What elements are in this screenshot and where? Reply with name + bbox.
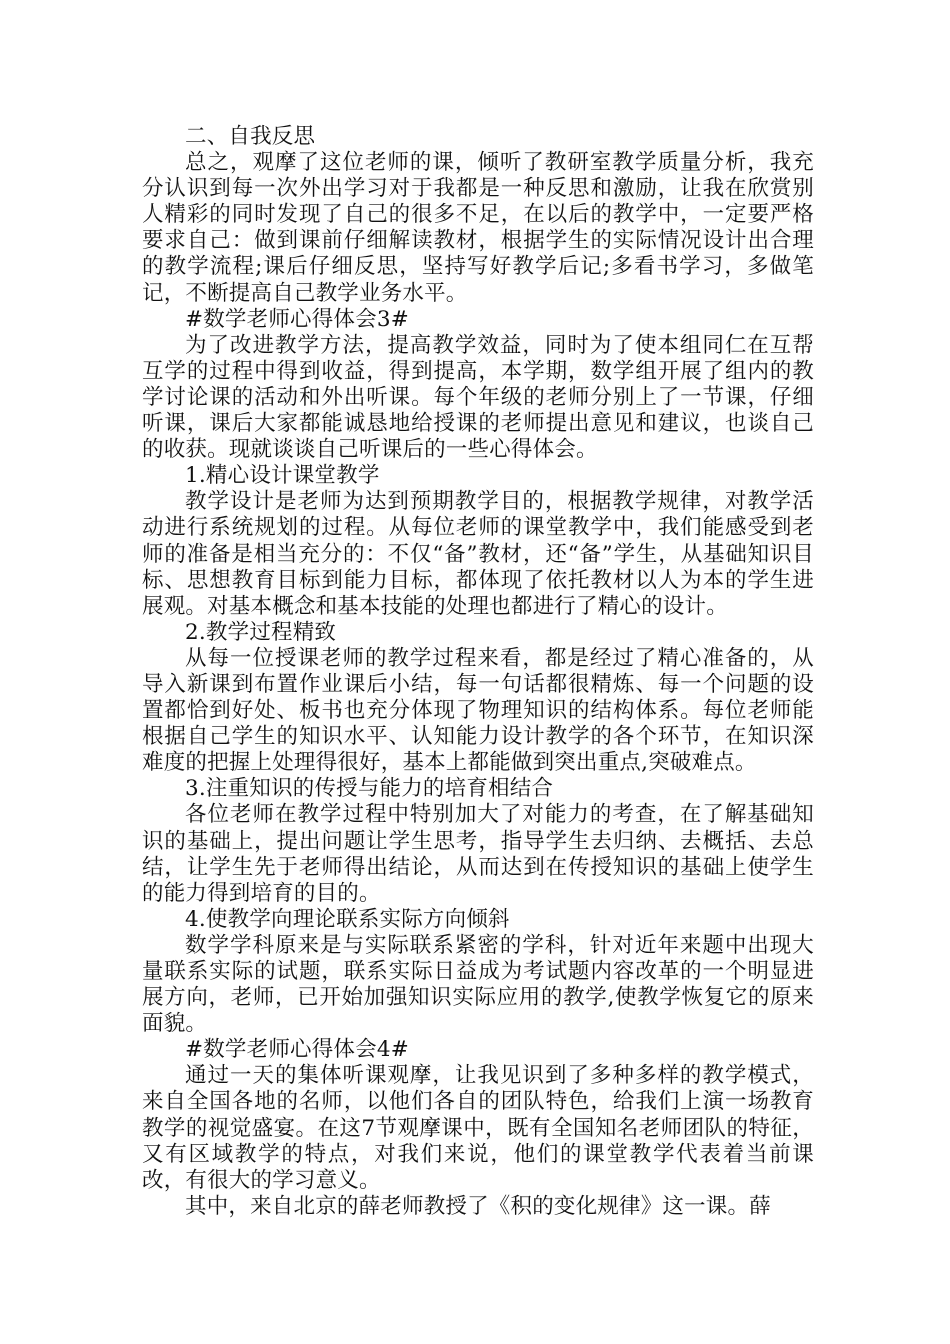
subheading-lesson-design: 1.精心设计课堂教学 <box>185 463 380 489</box>
paragraph-teaching-process: 从每一位授课老师的教学过程来看，都是经过了精心准备的，从导入新课到布置作业课后小结，每一句话都很精炼、每一个问题的设置都恰到好处、板书也充分体现了物理知识的结构体系。每位老师能根据自己学生的知识水平、认知能力设计教学的各个环节，在知识深难度的把握上处理得很好，基本上都能做到突出重点,突破难点。 <box>142 645 814 776</box>
document-body <box>142 124 814 1220</box>
paragraph-theory-and-practice: 数学学科原来是与实际联系紧密的学科，针对近年来题中出现大量联系实际的试题，联系实际日益成为考试题内容改革的一个明显进展方向，老师，已开始加强知识实际应用的教学,使教学恢复它的原来面貌。 <box>142 932 814 1037</box>
section-heading-experience-3: #数学老师心得体会3# <box>185 306 409 332</box>
subheading-knowledge-and-ability: 3.注重知识的传授与能力的培育相结合 <box>185 776 554 802</box>
paragraph-knowledge-and-ability: 各位老师在教学过程中特别加大了对能力的考查，在了解基础知识的基础上，提出问题让学生思考，指导学生去归纳、去概括、去总结，让学生先于老师得出结论，从而达到在传授知识的基础上使学生的能力得到培育的目的。 <box>142 802 814 906</box>
subheading-teaching-process: 2.教学过程精致 <box>185 619 337 645</box>
section-heading-experience-4: #数学老师心得体会4# <box>185 1037 409 1063</box>
section-heading-self-reflection: 二、自我反思 <box>185 124 316 149</box>
paragraph-experience-3-intro: 为了改进教学方法，提高教学效益，同时为了使本组同仁在互帮互学的过程中得到收益，得到提高，本学期，数学组开展了组内的教学讨论课的活动和外出听课。每个年级的老师分别上了一节课，仔细听课，课后大家都能诚恳地给授课的老师提出意见和建议，也谈自己的收获。现就谈谈自己听课后的一些心得体会。 <box>142 332 814 463</box>
paragraph-experience-4-intro: 通过一天的集体听课观摩，让我见识到了多种多样的教学模式，来自全国各地的名师，以他们各自的团队特色，给我们上演一场教育教学的视觉盛宴。在这7节观摩课中，既有全国知名老师团队的特征，又有区域教学的特点，对我们来说，他们的课堂教学代表着当前课改，有很大的学习意义。 <box>142 1063 814 1193</box>
paragraph-experience-4-continued: 其中，来自北京的薛老师教授了《积的变化规律》这一课。薛 <box>185 1193 771 1219</box>
paragraph-reflection-summary: 总之，观摩了这位老师的课，倾听了教研室教学质量分析，我充分认识到每一次外出学习对于我都是一种反思和激励，让我在欣赏别人精彩的同时发现了自己的很多不足，在以后的教学中，一定要严格要求自己：做到课前仔细解读教材，根据学生的实际情况设计出合理的教学流程;课后仔细反思，坚持写好教学后记;多看书学习，多做笔记，不断提高自己教学业务水平。 <box>142 150 814 306</box>
paragraph-lesson-design: 教学设计是老师为达到预期教学目的，根据教学规律，对教学活动进行系统规划的过程。从每位老师的课堂教学中，我们能感受到老师的准备是相当充分的：不仅“备”教材，还“备”学生，从基础知识目标、思想教育目标到能力目标，都体现了依托教材以人为本的学生进展观。对基本概念和基本技能的处理也都进行了精心的设计。 <box>142 489 814 619</box>
subheading-theory-and-practice: 4.使教学向理论联系实际方向倾斜 <box>185 906 510 932</box>
